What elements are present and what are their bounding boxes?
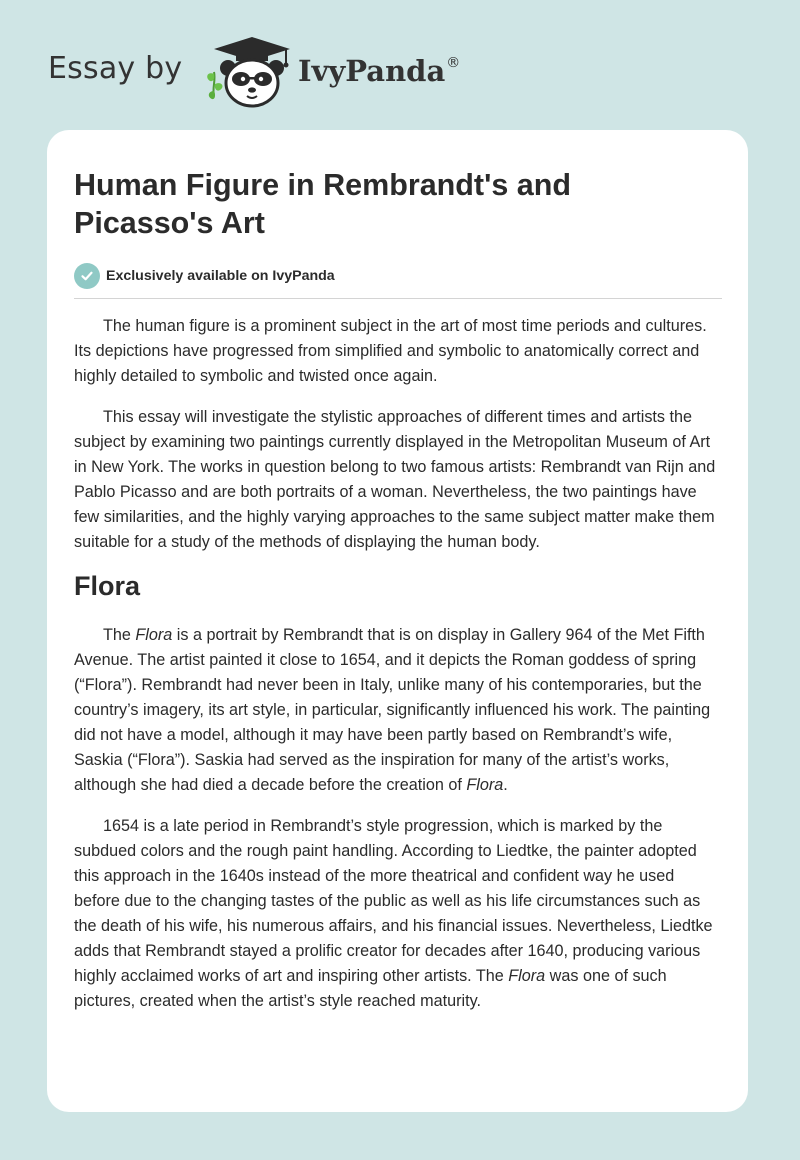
- text-run: is a portrait by Rembrandt that is on display in Gallery 964 of the Met Fifth Avenue. The artist painted it close to 1654, and it depicts the Roman goddess of spring (“Flora”). Rembrandt had never been in Italy, unlike many of his contemporaries, but the country’s imagery, its art style, in particular, significantly influenced his work. The painting did not have a model, although it may have been partly based on Rembrandt’s wife, Saskia (“Flora”). Saskia had served as the inspiration for many of the artist’s works, although she had died a decade before the creation of: [74, 626, 711, 794]
- intro-paragraph-1: The human figure is a prominent subject in the art of most time periods and cultures. Its depictions have progressed from simplified and symbolic to anatomically correct and highly detailed to symbolic and twisted once again.: [74, 317, 707, 385]
- site-header: [48, 34, 528, 110]
- brand-prefix: Essay by: [48, 51, 183, 86]
- exclusive-badge: [74, 263, 722, 289]
- essay-title: Human Figure in Rembrandt's and Picasso's Art: [74, 168, 571, 240]
- flora-paragraph-2: [74, 814, 722, 1014]
- section-heading-flora: Flora: [74, 571, 141, 601]
- title-divider: [74, 298, 722, 299]
- intro-paragraph-2: This essay will investigate the stylistic approaches of different times and artists the subject by examining two paintings currently displayed in the Metropolitan Museum of Art in New York. The works in question belong to two famous artists: Rembrandt van Rijn and Pablo Picasso and are both portraits of a woman. Nevertheless, the two paintings have few similarities, and the highly varying approaches to the same subject matter make them suitable for a study of the methods of displaying the human body.: [74, 408, 716, 551]
- artwork-title: Flora: [135, 626, 173, 644]
- brand-name-text: IvyPanda: [298, 54, 446, 88]
- essay-card: [47, 130, 748, 1112]
- text-run: was one of such pictures, created when the artist’s style reached maturity.: [74, 967, 667, 1010]
- text-run: .: [503, 776, 508, 794]
- text-run: 1654 is a late period in Rembrandt’s style progression, which is marked by the subdued colors and the rough paint handling. According to Liedtke, the painter adopted this approach in the 1640s instead of the more theatrical and confident way he used before due to the changing tastes of the public as well as his life circumstances such as the death of his wife, his numerous affairs, and his financial issues. Nevertheless, Liedtke adds that Rembrandt stayed a prolific creator for decades after 1640, producing various highly acclaimed works of art and inspiring other artists. The: [74, 817, 713, 985]
- registered-mark: ®: [446, 55, 461, 71]
- artwork-title: Flora: [508, 967, 546, 985]
- check-circle-icon: [74, 263, 100, 289]
- flora-paragraph-1: [74, 623, 722, 798]
- artwork-title: Flora: [466, 776, 504, 794]
- exclusive-label: Exclusively available on IvyPanda: [106, 268, 335, 284]
- brand-name[interactable]: [298, 54, 460, 88]
- text-run: The: [103, 626, 136, 644]
- ivypanda-logo-icon[interactable]: [202, 34, 298, 110]
